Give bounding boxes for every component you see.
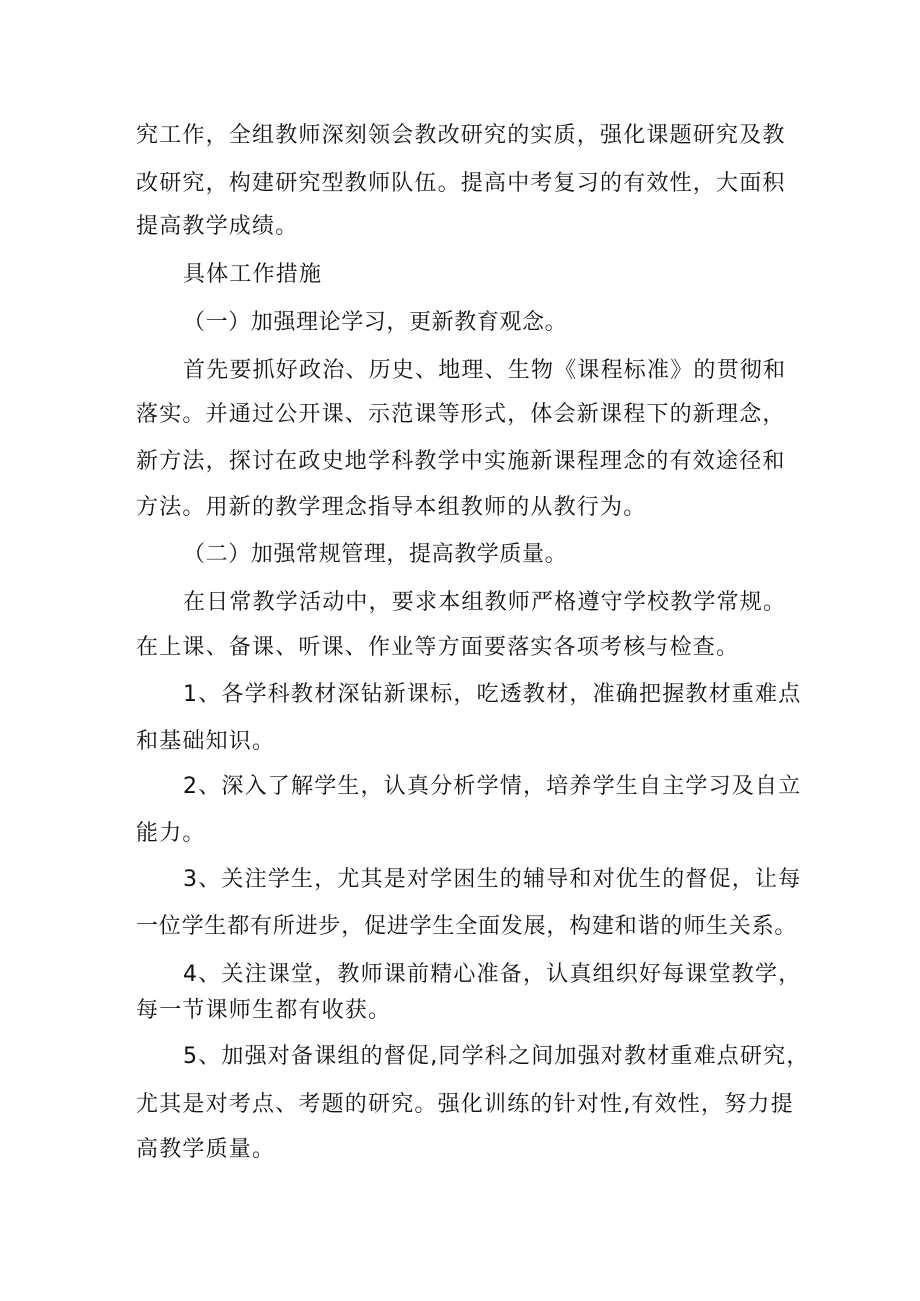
text-line: 5、加强对备课组的督促,同学科之间加强对教材重难点研究， [183, 1044, 810, 1069]
text-line: 2、深入了解学生，认真分析学情，培养学生自主学习及自立 [183, 774, 802, 799]
text-line: 方法。用新的教学理念指导本组教师的从教行为。 [136, 495, 647, 520]
text-line: 1、各学科教材深钻新课标，吃透教材，准确把握教材重难点 [183, 682, 802, 707]
text-line: （一）加强理论学习，更新教育观念。 [183, 310, 568, 335]
text-line: （二）加强常规管理，提高教学质量。 [183, 542, 568, 567]
text-line: 具体工作措施 [183, 262, 323, 287]
text-line: 改研究，构建研究型教师队伍。提高中考复习的有效性，大面积 [136, 171, 786, 196]
text-line: 和基础知识。 [136, 729, 276, 754]
text-line: 3、关注学生，尤其是对学困生的辅导和对优生的督促，让每 [183, 867, 802, 892]
text-line: 提高教学成绩。 [136, 214, 299, 239]
text-line: 落实。并通过公开课、示范课等形式，体会新课程下的新理念， [136, 402, 786, 427]
text-line: 在上课、备课、听课、作业等方面要落实各项考核与检查。 [136, 635, 740, 660]
text-line: 4、关注课堂，教师课前精心准备，认真组织好每课堂教学， [183, 962, 802, 987]
text-line: 究工作，全组教师深刻领会教改研究的实质，强化课题研究及教 [136, 123, 786, 148]
text-line: 高教学质量。 [136, 1137, 276, 1162]
text-line: 首先要抓好政治、历史、地理、生物《课程标准》的贯彻和 [183, 358, 787, 383]
text-line: 能力。 [136, 821, 206, 846]
text-line: 尤其是对考点、考题的研究。强化训练的针对性,有效性，努力提 [136, 1092, 794, 1117]
text-line: 一位学生都有所进步，促进学生全面发展，构建和谐的师生关系。 [136, 914, 798, 939]
text-line: 新方法，探讨在政史地学科教学中实施新课程理念的有效途径和 [136, 449, 786, 474]
text-line: 每一节课师生都有收获。 [136, 998, 392, 1023]
text-line: 在日常教学活动中，要求本组教师严格遵守学校教学常规。 [183, 590, 787, 615]
